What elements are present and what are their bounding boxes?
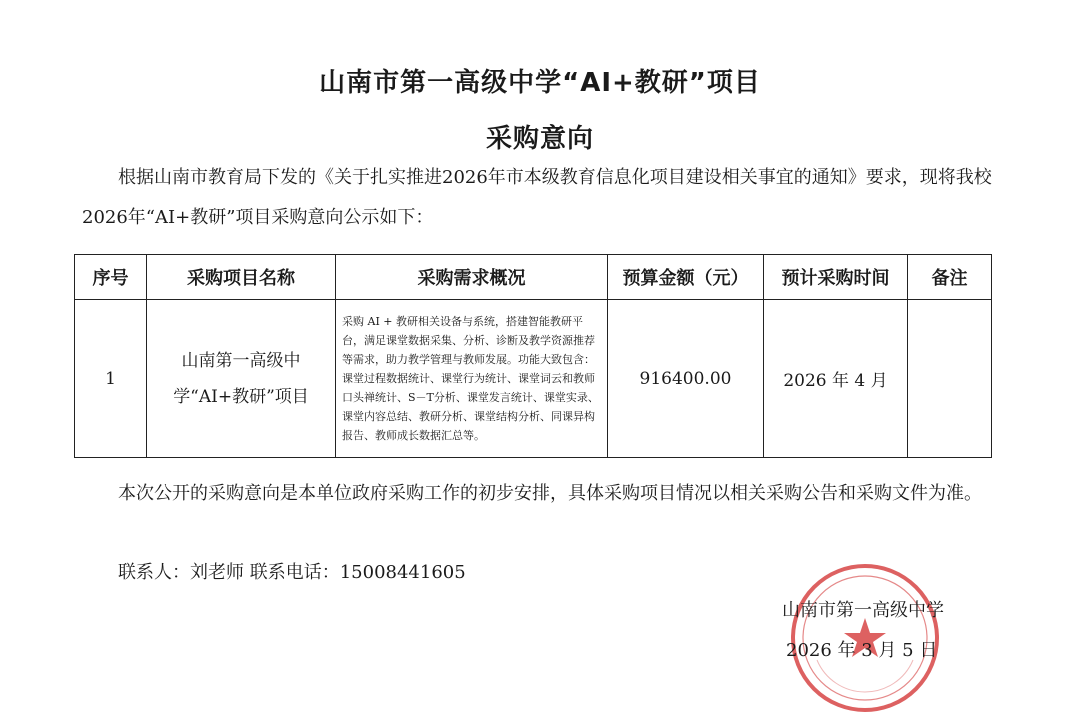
intro-paragraph [82, 158, 1002, 238]
note-text: 本次公开的采购意向是本单位政府采购工作的初步安排，具体采购项目情况以相关采购公告和采购文件为准。 [118, 483, 982, 504]
header-budget: 预算金额（元） [608, 255, 764, 300]
header-time: 预计采购时间 [764, 255, 908, 300]
cell-budget: 916400.00 [608, 300, 764, 458]
contact-line: 联系人：刘老师 联系电话：15008441605 [118, 562, 466, 583]
cell-remark [908, 300, 992, 458]
header-remark: 备注 [908, 255, 992, 300]
cell-description: 采购 AI + 教研相关设备与系统，搭建智能教研平台，满足课堂数据采集、分析、诊断及教学资源推荐等需求，助力教学管理与教师发展。功能大致包含：课堂过程数据统计、课堂行为统计、课堂词云和教师口头禅统计、S－T分析、课堂发言统计、课堂实录、课堂内容总结、教研分析、课堂结构分析、同课异构报告、教师成长数据汇总等。 [336, 300, 608, 458]
table-header-row [75, 255, 992, 300]
intro-text: 根据山南市教育局下发的《关于扎实推进2026年市本级教育信息化项目建设相关事宜的通知》要求，现将我校2026年“AI+教研”项目采购意向公示如下： [82, 167, 992, 228]
header-seq: 序号 [75, 255, 147, 300]
header-description: 采购需求概况 [336, 255, 608, 300]
cell-seq: 1 [75, 300, 147, 458]
document-title: 山南市第一高级中学“AI+教研”项目 [319, 68, 761, 98]
signature-org: 山南市第一高级中学 [782, 600, 944, 621]
procurement-table [74, 254, 992, 458]
document-subtitle: 采购意向 [485, 124, 594, 154]
note-paragraph [82, 474, 1002, 514]
cell-name: 山南第一高级中学“AI+教研”项目 [147, 300, 336, 458]
signature-date: 2026 年 3 月 5 日 [786, 640, 938, 661]
cell-time: 2026 年 4 月 [764, 300, 908, 458]
header-name: 采购项目名称 [147, 255, 336, 300]
table-row [75, 300, 992, 458]
